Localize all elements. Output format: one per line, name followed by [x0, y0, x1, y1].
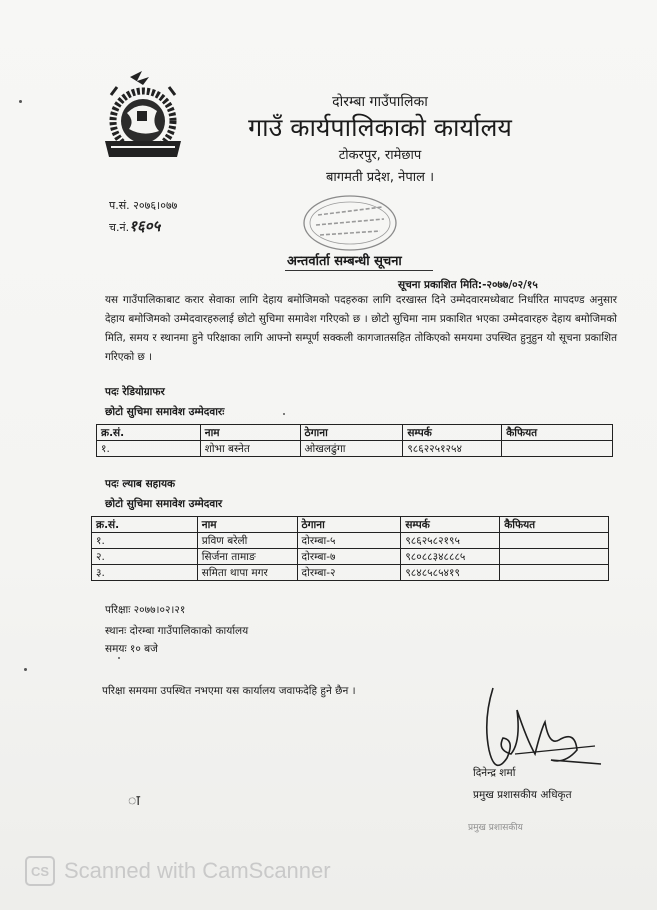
col-remarks: कैफियत: [502, 425, 613, 441]
scan-speck: [118, 657, 120, 659]
office-stamp: [300, 193, 400, 253]
cell-sn: १.: [92, 533, 198, 549]
dispatch-value: १६०५: [129, 217, 161, 235]
reference-number: प.सं. २०७६।०७७: [109, 199, 178, 212]
published-date: सूचना प्रकाशित मिति:-२०७७/०२/१५: [398, 279, 538, 291]
cell-remarks: [502, 441, 613, 457]
office-title: गाउँ कार्यपालिकाको कार्यालय: [248, 113, 512, 142]
cell-contact: ९८४८५८५४१९: [401, 565, 500, 581]
exam-place: स्थानः दोरम्बा गाउँपालिकाको कार्यालय: [105, 625, 249, 637]
col-sn: क्र.सं.: [92, 517, 198, 533]
exam-date: परिक्षाः २०७७।०२।२१: [105, 604, 186, 616]
table-row: [92, 549, 609, 565]
cell-contact: ९८०८८३४८८८५: [401, 549, 500, 565]
col-contact: सम्पर्क: [401, 517, 500, 533]
camscanner-watermark: [25, 856, 331, 886]
camscanner-text: Scanned with CamScanner: [64, 858, 331, 883]
nepal-emblem-icon: [97, 71, 189, 167]
signatory-stamp: प्रमुख प्रशासकीय: [468, 823, 523, 833]
attendance-note: परिक्षा समयमा उपस्थित नभएमा यस कार्यालय जवाफदेहि हुने छैन ।: [102, 685, 356, 697]
table-header-row: [97, 425, 613, 441]
lab-assistant-table: [91, 516, 609, 581]
table-row: [92, 533, 609, 549]
table-row: [92, 565, 609, 581]
cell-address: ओखलढुंगा: [300, 441, 403, 457]
cell-remarks: [500, 549, 609, 565]
dispatch-number: [109, 216, 160, 236]
table-row: [97, 441, 613, 457]
dispatch-label: च.नं.: [109, 221, 130, 234]
cell-address: दोरम्बा-७: [297, 549, 401, 565]
scan-speck: [24, 668, 27, 671]
col-address: ठेगाना: [297, 517, 401, 533]
col-contact: सम्पर्क: [403, 425, 502, 441]
office-province: बागमती प्रदेश, नेपाल ।: [325, 170, 435, 185]
cell-sn: २.: [92, 549, 198, 565]
cell-name: प्रविण बरेली: [197, 533, 297, 549]
scan-speck: [19, 100, 22, 103]
scan-speck: [283, 413, 285, 415]
cell-address: दोरम्बा-५: [297, 533, 401, 549]
section1-subtitle: छोटो सुचिमा समावेश उम्मेदवारः: [105, 406, 225, 418]
page-mark: ा: [128, 793, 140, 809]
cell-name: सिर्जना तामाङ: [197, 549, 297, 565]
notice-body: यस गाउँपालिकाबाट करार सेवाका लागि देहाय बमोजिमको पदहरुका लागि दरखास्त दिने उम्मेदवारमध्येबाट निर्धारित मापदण्ड अनुसार देहाय बमोजिमको उम्मेदवारहरुलाई छोटो सुचिमा समावेश गरिएको छ । छोटो सुचिमा नाम प्रकाशित भएका उम्मेदवारहरु देहाय बमोजिमको मिति, समय र स्थानमा हुने परिक्षाका लागि आफ्नो सम्पूर्ण सक्कली कागजातसहित तोकिएको समयमा उपस्थित हुनुहुन यो सूचना प्रकाशित गरिएको छ ।: [105, 294, 617, 363]
cell-sn: ३.: [92, 565, 198, 581]
camscanner-logo-icon: CS: [25, 856, 55, 886]
exam-time: समयः १० बजे: [105, 643, 158, 655]
col-sn: क्र.सं.: [97, 425, 201, 441]
col-remarks: कैफियत: [500, 517, 609, 533]
signatory-name: दिनेन्द्र शर्मा: [473, 767, 516, 779]
cell-remarks: [500, 565, 609, 581]
section2-subtitle: छोटो सुचिमा समावेश उम्मेदवार: [105, 498, 223, 510]
cell-contact: ९८६२२५१२५४: [403, 441, 502, 457]
section1-post: पदः रेडियोग्राफर: [105, 386, 165, 398]
cell-remarks: [500, 533, 609, 549]
office-location: टोकरपुर, रामेछाप: [338, 148, 422, 163]
section2-post: पदः ल्याब सहायक: [105, 478, 176, 490]
radiographer-table: [96, 424, 613, 457]
cell-name: समिता थापा मगर: [197, 565, 297, 581]
signatory-title: प्रमुख प्रशासकीय अधिकृत: [473, 789, 572, 801]
cell-name: शोभा बस्नेत: [200, 441, 300, 457]
cell-sn: १.: [97, 441, 201, 457]
col-name: नाम: [200, 425, 300, 441]
municipality-name: दोरम्बा गाउँपालिका: [332, 94, 428, 110]
cell-address: दोरम्बा-२: [297, 565, 401, 581]
title-underline: [285, 270, 433, 271]
cell-contact: ९८६२५८२१९५: [401, 533, 500, 549]
col-name: नाम: [197, 517, 297, 533]
notice-title: अन्तर्वार्ता सम्बन्धी सूचना: [287, 254, 402, 269]
col-address: ठेगाना: [300, 425, 403, 441]
table-header-row: [92, 517, 609, 533]
